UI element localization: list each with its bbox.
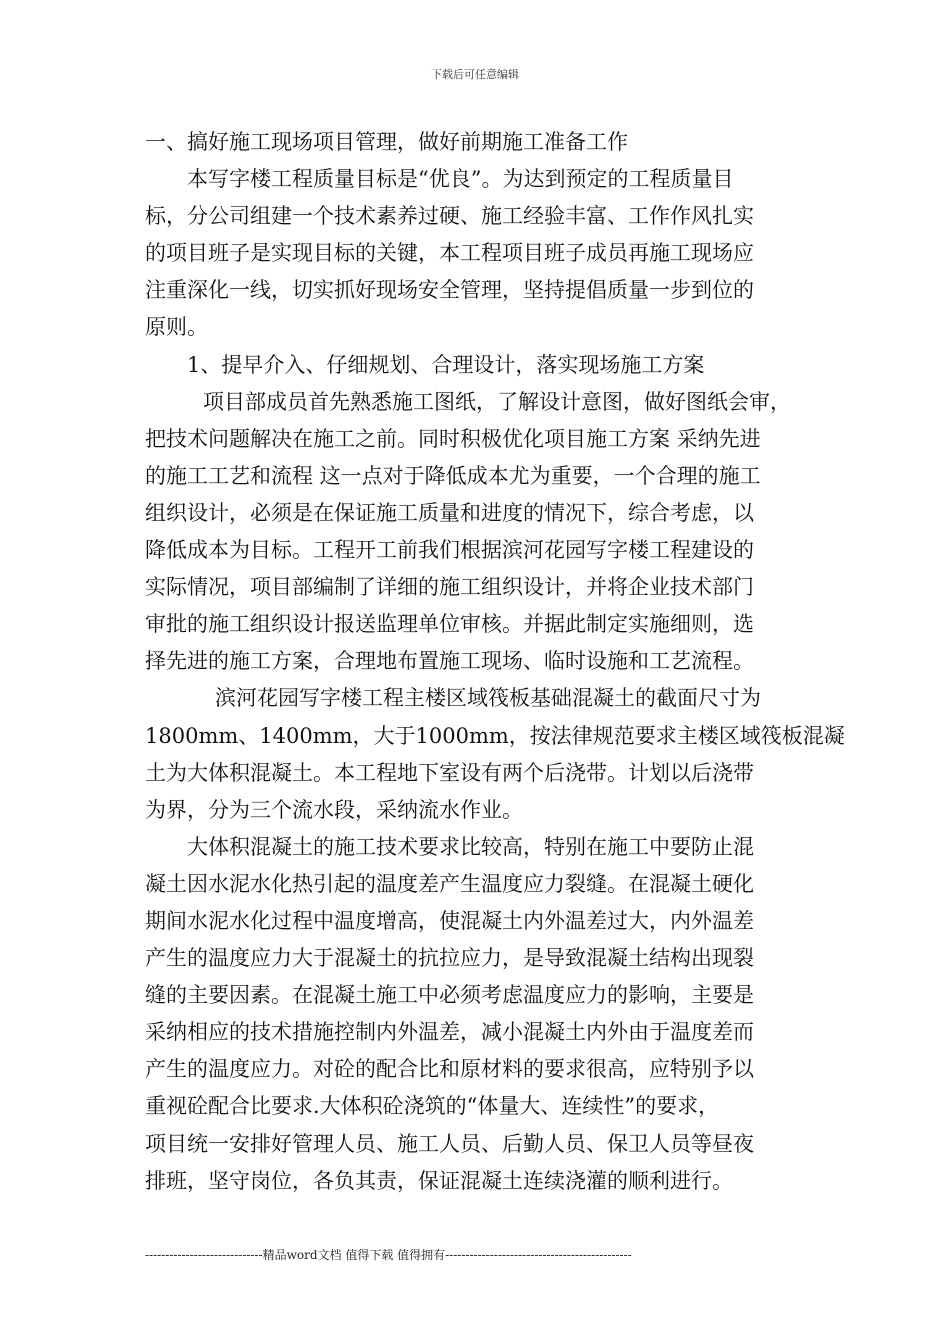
paragraph-line: 项目统一安排好管理人员、施工人员、后勤人员、保卫人员等昼夜: [145, 1131, 754, 1156]
subsection-heading: 1、提早介入、仔细规划、合理设计，落实现场施工方案: [187, 352, 705, 377]
paragraph-line: 项目部成员首先熟悉施工图纸，了解设计意图，做好图纸会审，: [203, 389, 791, 414]
paragraph-line: 土为大体积混凝土。本工程地下室设有两个后浇带。计划以后浇带: [145, 760, 754, 785]
paragraph-line: 产生的温度应力大于混凝土的抗拉应力，是导致混凝土结构出现裂: [145, 946, 754, 971]
paragraph-line: 排班，坚守岗位，各负其责，保证混凝土连续浇灌的顺利进行。: [145, 1168, 733, 1193]
paragraph-line: 实际情况，项目部编制了详细的施工组织设计，并将企业技术部门: [145, 575, 754, 600]
paragraph-line: 滨河花园写字楼工程主楼区域筏板基础混凝土的截面尺寸为: [215, 686, 761, 711]
paragraph-line: 的施工工艺和流程 这一点对于降低成本尤为重要，一个合理的施工: [145, 463, 761, 488]
section-heading: 一、搞好施工现场项目管理，做好前期施工准备工作: [145, 130, 628, 154]
paragraph-line: 降低成本为目标。工程开工前我们根据滨河花园写字楼工程建设的: [145, 538, 754, 563]
paragraph-line: 为界，分为三个流水段，采纳流水作业。: [145, 797, 523, 822]
paragraph-line: 大体积混凝土的施工技术要求比较高，特别在施工中要防止混: [187, 834, 754, 859]
paragraph-line: 1800mm、1400mm，大于1000mm，按法律规范要求主楼区域筏板混凝: [145, 723, 845, 748]
paragraph-line: 审批的施工组织设计报送监理单位审核。并据此制定实施细则，选: [145, 612, 754, 637]
paragraph-line: 本写字楼工程质量目标是“优良”。为达到预定的工程质量目: [187, 167, 734, 192]
paragraph-line: 原则。: [145, 315, 208, 340]
page-footer-note: -----------------------------精品word文档 值得下载 值得拥有----------------------------------------------: [145, 1248, 632, 1262]
paragraph-line: 重视砼配合比要求.大体积砼浇筑的“体量大、连续性”的要求，: [145, 1094, 720, 1119]
paragraph-line: 采纳相应的技术措施控制内外温差，减小混凝土内外由于温度差而: [145, 1020, 754, 1045]
paragraph-line: 组织设计，必须是在保证施工质量和进度的情况下，综合考虑，以: [145, 500, 754, 525]
paragraph-line: 凝土因水泥水化热引起的温度差产生温度应力裂缝。在混凝土硬化: [145, 871, 754, 896]
paragraph-line: 缝的主要因素。在混凝土施工中必须考虑温度应力的影响，主要是: [145, 983, 754, 1008]
document-body: [145, 124, 845, 1200]
paragraph-line: 择先进的施工方案，合理地布置施工现场、临时设施和工艺流程。: [145, 649, 754, 674]
paragraph-line: 期间水泥水化过程中温度增高，使混凝土内外温差过大，内外温差: [145, 908, 754, 933]
paragraph-line: 注重深化一线，切实抓好现场安全管理，坚持提倡质量一步到位的: [145, 278, 754, 303]
paragraph-line: 的项目班子是实现目标的关键，本工程项目班子成员再施工现场应: [145, 241, 754, 266]
paragraph-line: 把技术问题解决在施工之前。同时积极优化项目施工方案 采纳先进: [145, 426, 761, 451]
paragraph-line: 产生的温度应力。对砼的配合比和原材料的要求很高，应特别予以: [145, 1057, 754, 1082]
paragraph-line: 标，分公司组建一个技术素养过硬、施工经验丰富、工作作风扎实: [145, 204, 754, 229]
page-header-note: 下载后可任意编辑: [431, 68, 519, 81]
